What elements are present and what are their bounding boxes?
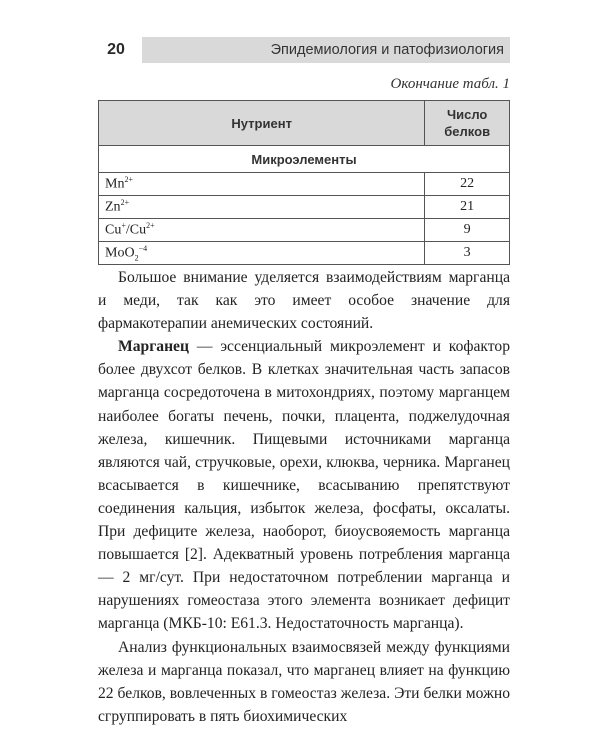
table-row xyxy=(99,242,510,265)
header-count-line2: белков xyxy=(444,124,491,139)
table-header-row xyxy=(99,101,510,146)
nutrient-cell: $Cu^+/Cu^{2+}$ xyxy=(99,219,425,242)
paragraph-1: Большое внимание уделяется взаимодействиям марганца и меди, так как это имеет особое значение для фармакотерапии анемических состояний. xyxy=(98,269,510,333)
section-title: Микроэлементы xyxy=(99,146,510,173)
paragraph-3: Анализ функциональных взаимосвязей между функциями железа и марганца показал, что марганец влияет на функцию 22 белков, вовлеченных в гомеостаз железа. Эти белки можно сгруппировать в пять биохимических xyxy=(98,638,510,725)
paragraph-2-text: — эссенциальный микроэлемент и кофактор более двухсот белков. В клетках значительная часть запасов марганца сосредоточена в митохондриях, поэтому марганцем наиболее богаты печень, почки, плацента, поджелудочная железа, кишечник. Пищевыми источниками марганца являются чай, стручковые, орехи, клюква, черника. Марганец всасывается в кишечнике, всасыванию препятствуют соединения кальция, избыток железа, фосфаты, оксалаты. При дефиците железа, наоборот, биоусвояемость марганца повышается [2]. Адекватный уровень потребления марганца — 2 мг/сут. При недостаточном потреблении марганца и нарушениях гомеостаза этого элемента возникает дефицит марганца (МКБ-10: E61.3. Недостаточность марганца). xyxy=(98,338,510,633)
table-row xyxy=(99,173,510,196)
header-protein-count xyxy=(425,101,510,146)
body-text xyxy=(98,266,510,728)
running-title: Эпидемиология и патофизиология xyxy=(142,37,510,63)
nutrient-cell: MoO$_2^{-4}$ xyxy=(99,242,425,265)
count-cell: 22 xyxy=(425,173,510,196)
nutrient-cell: $Zn^{2+}$ xyxy=(99,196,425,219)
table-row xyxy=(99,219,510,242)
count-cell: 21 xyxy=(425,196,510,219)
table-section-row xyxy=(99,146,510,173)
term-manganese: Марганец xyxy=(118,338,189,356)
header-nutrient: Нутриент xyxy=(99,101,425,146)
nutrient-cell: $Mn^{2+}$ xyxy=(99,173,425,196)
page-number: 20 xyxy=(107,41,125,58)
paragraph-2 xyxy=(98,335,510,635)
count-cell: 9 xyxy=(425,219,510,242)
nutrient-table xyxy=(98,100,510,265)
table-row xyxy=(99,196,510,219)
count-cell: 3 xyxy=(425,242,510,265)
table-caption: Окончание табл. 1 xyxy=(390,76,510,92)
header-count-line1: Число xyxy=(446,107,488,122)
page-header xyxy=(98,37,510,63)
